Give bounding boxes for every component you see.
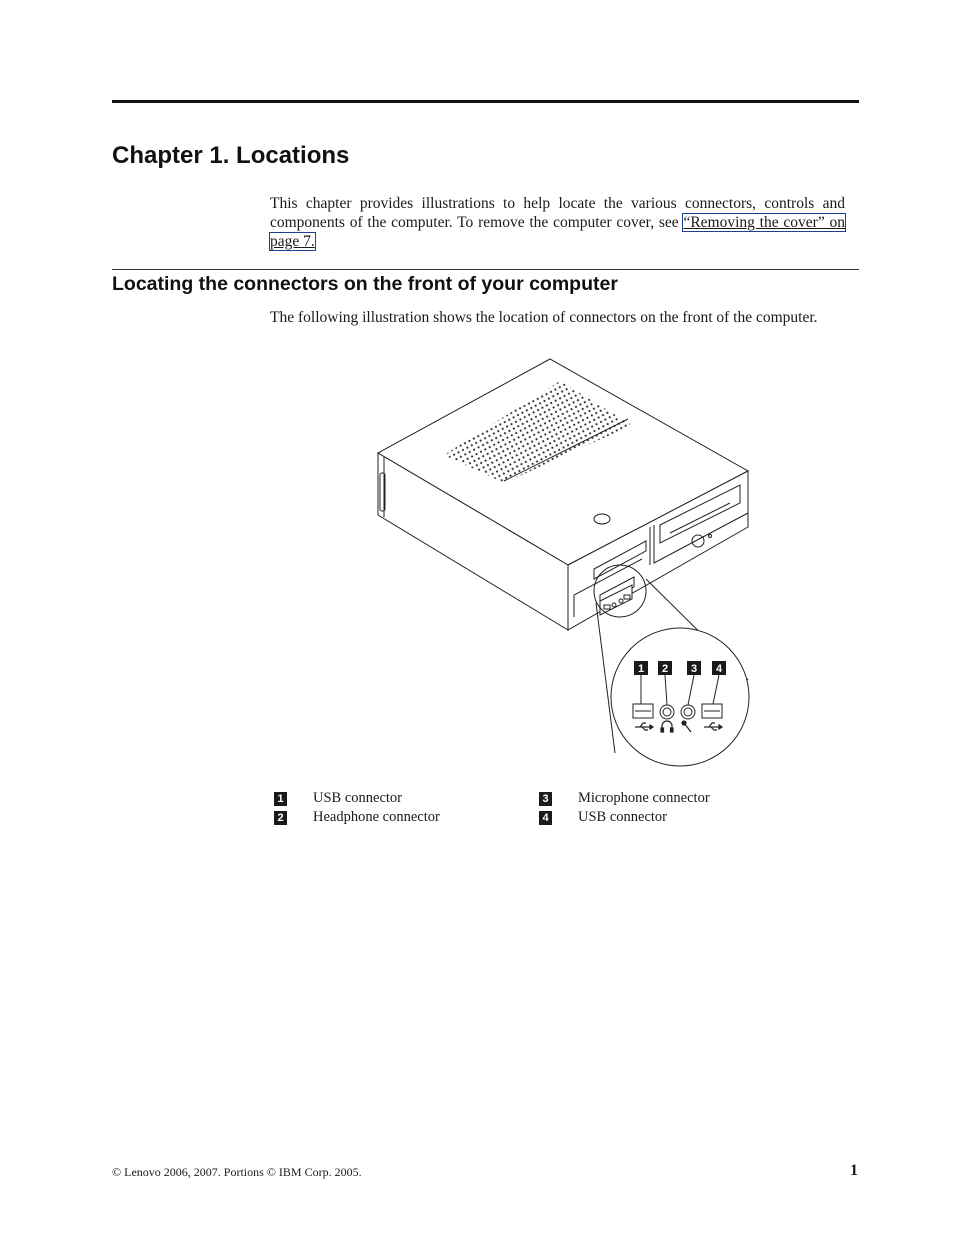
legend-badge: 2 <box>274 811 287 825</box>
computer-front-svg <box>370 355 760 770</box>
legend-badge: 3 <box>539 792 552 806</box>
callout-3 <box>687 661 701 675</box>
removing-cover-link[interactable]: “Removing the cover” on page 7. <box>270 214 845 250</box>
legend-label: USB connector <box>578 809 667 825</box>
legend-label: Microphone connector <box>578 790 710 806</box>
legend-item <box>539 789 710 808</box>
legend-column-right <box>539 789 710 827</box>
page-number: 1 <box>850 1162 858 1179</box>
svg-text:1: 1 <box>637 663 645 675</box>
top-rule <box>112 100 859 103</box>
legend-column-left <box>274 789 440 827</box>
callout-1 <box>634 661 648 675</box>
callout-4 <box>712 661 726 675</box>
front-connectors-illustration <box>370 355 760 770</box>
legend-badge: 1 <box>274 792 287 806</box>
section-intro: The following illustration shows the location of connectors on the front of the computer. <box>270 309 818 326</box>
intro-paragraph <box>270 194 845 251</box>
footer-copyright: © Lenovo 2006, 2007. Portions © IBM Corp. 2005. <box>112 1165 362 1179</box>
svg-text:2: 2 <box>661 663 669 675</box>
legend-item <box>274 808 440 827</box>
section-title: Locating the connectors on the front of your computer <box>112 273 618 295</box>
intro-text: This chapter provides illustrations to help locate the various connectors, controls and components of the computer. To remove the computer cover, see <box>270 195 845 231</box>
svg-text:4: 4 <box>715 663 723 675</box>
legend-label: Headphone connector <box>313 809 440 825</box>
computer-case <box>378 359 748 630</box>
legend-item <box>274 789 440 808</box>
legend-badge: 4 <box>539 811 552 825</box>
legend-item <box>539 808 710 827</box>
callout-2 <box>658 661 672 675</box>
chapter-title: Chapter 1. Locations <box>112 142 350 169</box>
svg-text:3: 3 <box>690 663 698 675</box>
section-rule <box>112 269 859 270</box>
legend-label: USB connector <box>313 790 402 806</box>
